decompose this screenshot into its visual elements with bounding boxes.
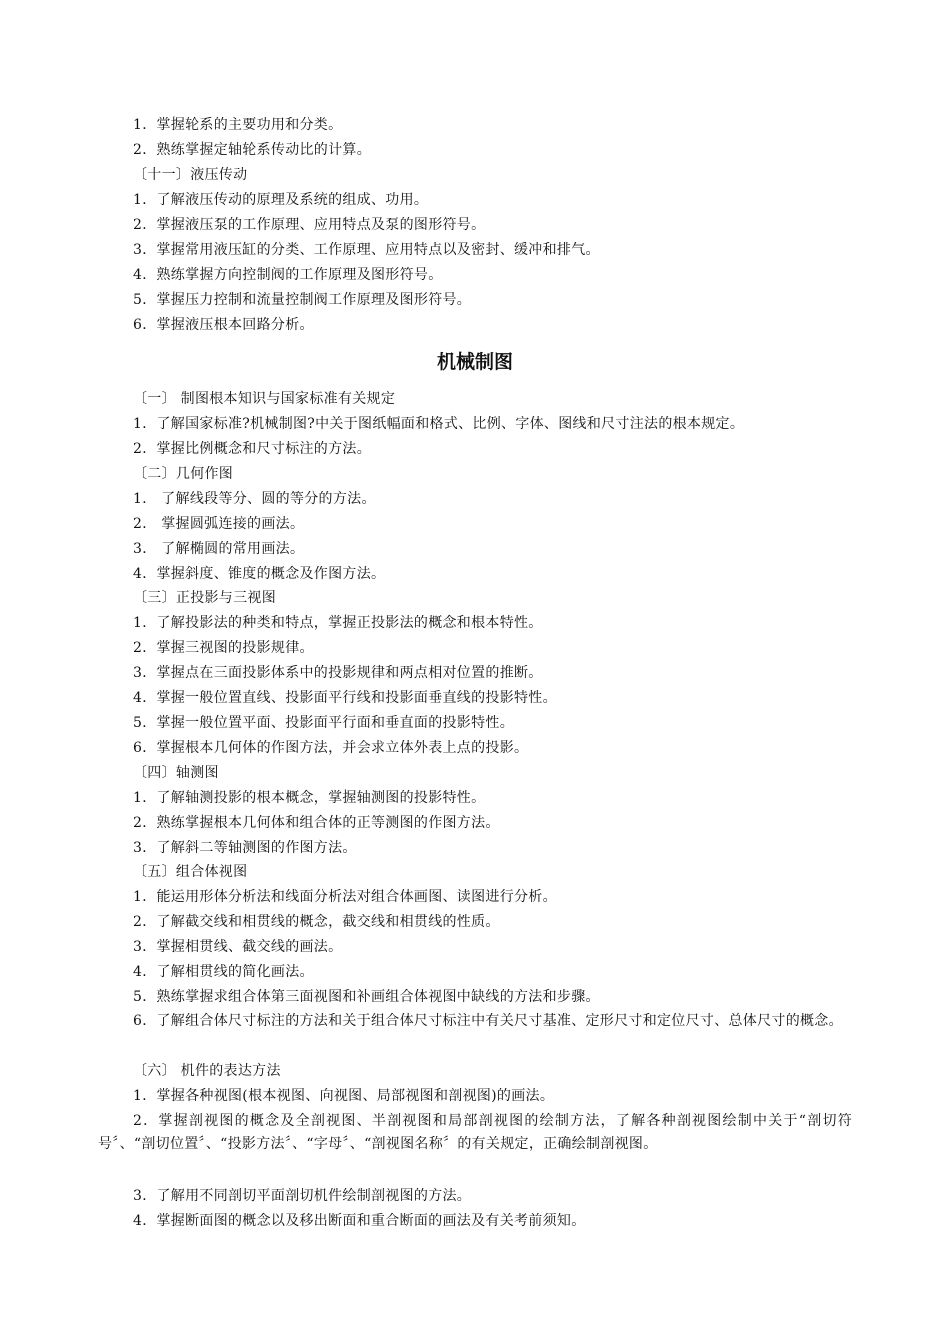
section-title: 〔十一〕液压传动: [133, 167, 248, 183]
list-item: 1．了解液压传动的原理及系统的组成、功用。: [133, 192, 429, 208]
list-item: 2．掌握液压泵的工作原理、应用特点及泵的图形符号。: [133, 217, 486, 233]
list-item: 1．掌握轮系的主要功用和分类。: [133, 117, 343, 133]
list-item: 4．掌握断面图的概念以及移出断面和重合断面的画法及有关考前须知。: [133, 1213, 586, 1229]
section-title: 〔五〕组合体视图: [133, 864, 248, 880]
list-item: 2．熟练掌握根本几何体和组合体的正等测图的作图方法。: [133, 815, 500, 831]
list-item: 6．掌握液压根本回路分析。: [133, 317, 314, 333]
list-item: 2．了解截交线和相贯线的概念，截交线和相贯线的性质。: [133, 914, 500, 930]
list-item: 1．了解国家标准?机械制图?中关于图纸幅面和格式、比例、字体、图线和尺寸注法的根本规定。: [133, 416, 745, 432]
list-item: 5．掌握一般位置平面、投影面平行面和垂直面的投影特性。: [133, 715, 515, 731]
list-item: 1．能运用形体分析法和线面分析法对组合体画图、读图进行分析。: [133, 889, 557, 905]
list-item: 5．掌握压力控制和流量控制阀工作原理及图形符号。: [133, 292, 472, 308]
list-item: 4．熟练掌握方向控制阀的工作原理及图形符号。: [133, 267, 443, 283]
paragraph: 2．掌握剖视图的概念及全剖视图、半剖视图和局部剖视图的绘制方法，了解各种剖视图绘制中关于“剖切符号〞、“剖切位置〞、“投影方法〞、“字母〞、“剖视图名称〞的有关规定，正确绘制剖视图。: [98, 1113, 852, 1152]
section-title: 〔三〕正投影与三视图: [133, 590, 276, 606]
list-item: 5．熟练掌握求组合体第三面视图和补画组合体视图中缺线的方法和步骤。: [133, 989, 600, 1005]
list-item: 1． 了解线段等分、圆的等分的方法。: [133, 491, 376, 507]
list-item: 2．掌握比例概念和尺寸标注的方法。: [133, 441, 372, 457]
section-title: 〔六〕 机件的表达方法: [133, 1063, 281, 1079]
list-item: 4．掌握斜度、锥度的概念及作图方法。: [133, 566, 386, 582]
list-item: 2．熟练掌握定轴轮系传动比的计算。: [133, 142, 372, 158]
list-item: 4．了解相贯线的简化画法。: [133, 964, 314, 980]
list-item: 1．掌握各种视图(根本视图、向视图、局部视图和剖视图)的画法。: [133, 1088, 555, 1104]
list-item: 3． 了解椭圆的常用画法。: [133, 541, 305, 557]
section-title: 〔一〕 制图根本知识与国家标准有关规定: [133, 391, 396, 407]
list-item: 3．了解斜二等轴测图的作图方法。: [133, 840, 357, 856]
list-item: 2．掌握三视图的投影规律。: [133, 640, 314, 656]
list-item: 3．掌握常用液压缸的分类、工作原理、应用特点以及密封、缓冲和排气。: [133, 242, 600, 258]
list-item: 1．了解投影法的种类和特点，掌握正投影法的概念和根本特性。: [133, 615, 543, 631]
page-heading: 机械制图: [436, 351, 513, 373]
paragraph: 6．了解组合体尺寸标注的方法和关于组合体尺寸标注中有关尺寸基准、定形尺寸和定位尺寸、总体尺寸的概念。: [133, 1013, 843, 1029]
list-item: 3．了解用不同剖切平面剖切机件绘制剖视图的方法。: [133, 1188, 472, 1204]
section-title: 〔二〕几何作图: [133, 466, 234, 482]
list-item: 3．掌握相贯线、截交线的画法。: [133, 939, 343, 955]
list-item: 4．掌握一般位置直线、投影面平行线和投影面垂直线的投影特性。: [133, 690, 557, 706]
list-item: 2． 掌握圆弧连接的画法。: [133, 516, 305, 532]
section-title: 〔四〕轴测图: [133, 765, 219, 781]
list-item: 1．了解轴测投影的根本概念，掌握轴测图的投影特性。: [133, 790, 486, 806]
list-item: 3．掌握点在三面投影体系中的投影规律和两点相对位置的推断。: [133, 665, 543, 681]
list-item: 6．掌握根本几何体的作图方法，并会求立体外表上点的投影。: [133, 740, 529, 756]
